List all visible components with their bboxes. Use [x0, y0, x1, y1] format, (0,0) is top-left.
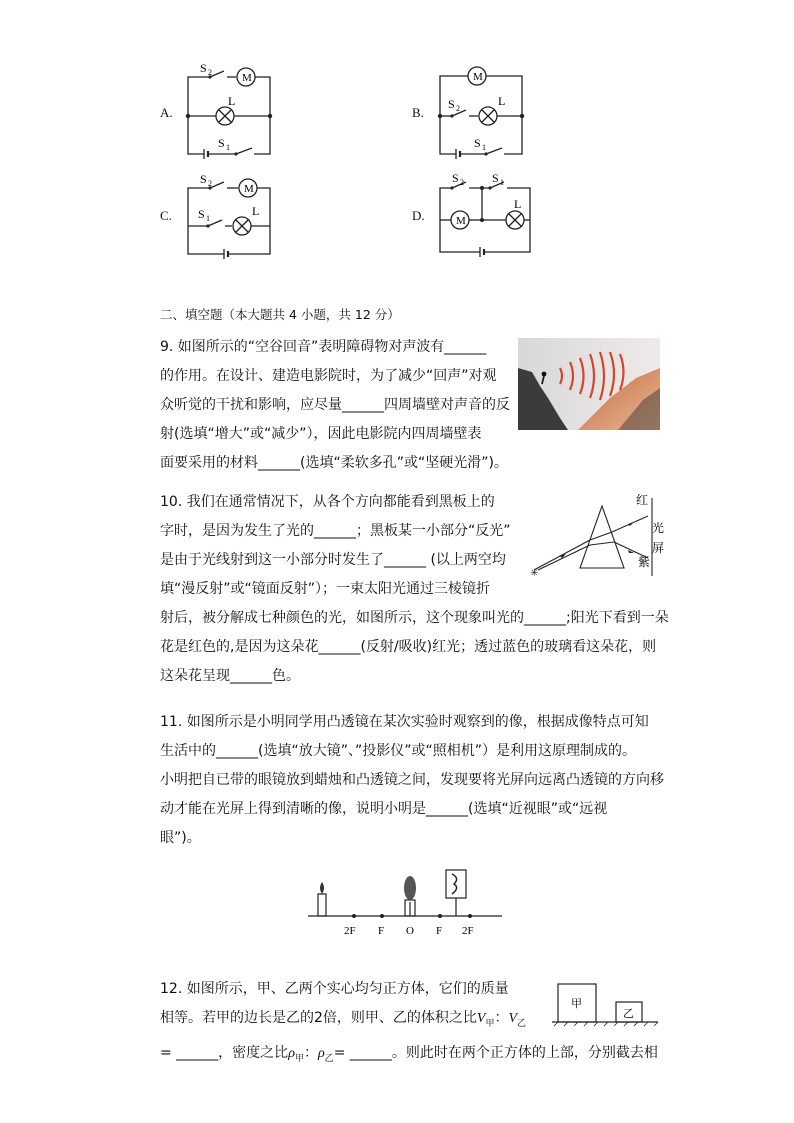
svg-text:M: M: [473, 71, 483, 83]
svg-text:1: 1: [482, 143, 486, 152]
option-b-label: B.: [412, 105, 424, 120]
cube-yi-label: 乙: [623, 1008, 634, 1020]
question-12: 12. 如图所示，甲、乙两个实心均匀正方体，它们的质量 相等。若甲的边长是乙的2倍，则甲、乙的体积之比$V_甲$：$V_乙$ = ______，密度之比$\rho_甲$：$\rho_乙=$ ______。则此时在两个正方体的上部，分别截去相: [160, 981, 658, 1064]
prism-screen-label-1: 光: [652, 521, 665, 535]
question-10: 10. 我们在通常情况下，从各个方向都能看到黑板上的 字时，是因为发生了光的______；黑板某一小部分“反光” 是由于光线射到这一小部分时发生了______ (以上两空均 填“漫反射”或“镜面反射”）；一束太阳光通过三棱镜折 射后，被分解成七种颜色的光，如图所示，这个现象叫光的______;阳光下看到一朵 花是红色的,是因为这朵花______(反射/吸收)红光；透过蓝色的玻璃看这朵花，则 这朵花呈现______色。: [160, 494, 669, 684]
svg-text:S: S: [448, 97, 455, 111]
svg-text:S: S: [200, 172, 207, 186]
circuit-b-diagram: [432, 62, 532, 160]
cube-jia-label: 甲: [571, 998, 582, 1010]
svg-text:L: L: [252, 204, 260, 218]
echo-valley-image: [518, 338, 660, 430]
circuit-c-diagram: [180, 170, 280, 262]
svg-text:1: 1: [206, 214, 210, 223]
svg-text:2: 2: [208, 68, 212, 77]
cubes-diagram: [550, 980, 662, 1030]
svg-text:2F: 2F: [344, 925, 356, 937]
prism-red-label: 红: [636, 493, 649, 507]
svg-text:S: S: [218, 136, 225, 150]
svg-text:2: 2: [456, 104, 460, 113]
question-9: 9. 如图所示的“空谷回音”表明障碍物对声波有______ 的作用。在设计、建造电影院时，为了减少“回声”对观 众听觉的干扰和影响，应尽量______四周墙壁对声音的反 射(选填“增大”或“减少”），因此电影院内四周墙壁表 面要采用的材料______(选填“柔软多孔”或“坚硬光滑”)。: [160, 339, 510, 471]
svg-text:F: F: [436, 925, 443, 937]
option-d-label: D.: [412, 208, 425, 223]
svg-text:S: S: [492, 171, 499, 185]
option-c-label: C.: [160, 208, 172, 223]
question-11: 11. 如图所示是小明同学用凸透镜在某次实验时观察到的像，根据成像特点可知 生活中的______(选填“放大镜”、”投影仪”或“照相机”）是利用这原理制成的。 小明把自已带的眼镜放到蜡烛和凸透镜之间，发现要将光屏向远离凸透镜的方向移 动才能在光屏上得到清晰的像，说明小明是______(选填“近视眼”或“远视 眼”)。: [160, 714, 664, 846]
circuit-a-diagram: [180, 62, 280, 160]
svg-text:S: S: [474, 136, 481, 150]
svg-text:F: F: [378, 925, 385, 937]
svg-text:S: S: [198, 207, 205, 221]
svg-text:✳: ✳: [530, 568, 539, 579]
svg-text:S: S: [200, 61, 207, 75]
svg-text:2: 2: [460, 178, 464, 187]
circuit-d-diagram: [432, 170, 536, 260]
section-heading: 二、填空题（本大题共 4 小题，共 12 分）: [160, 307, 400, 322]
optical-bench-diagram: [306, 868, 504, 940]
svg-text:2F: 2F: [462, 925, 474, 937]
motor-label: M: [242, 72, 252, 84]
svg-text:M: M: [244, 183, 254, 195]
svg-text:M: M: [456, 215, 466, 227]
svg-text:1: 1: [226, 143, 230, 152]
svg-text:2: 2: [208, 179, 212, 188]
svg-text:S: S: [452, 171, 459, 185]
svg-text:L: L: [514, 197, 522, 211]
svg-text:O: O: [406, 925, 414, 937]
prism-screen-label-2: 屏: [652, 541, 665, 555]
svg-text:1: 1: [500, 178, 504, 187]
lamp-label: L: [228, 94, 236, 108]
prism-dispersion-diagram: [528, 490, 665, 580]
svg-text:L: L: [498, 94, 506, 108]
option-a-label: A.: [160, 105, 173, 120]
prism-purple-label: 紫: [638, 555, 651, 569]
